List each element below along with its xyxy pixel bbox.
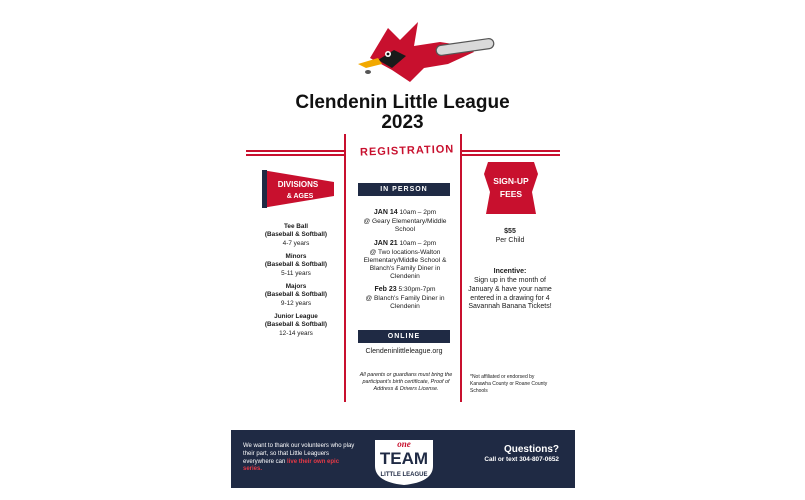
division-name: Junior League — [274, 312, 318, 320]
division-type: (Baseball & Softball) — [264, 231, 328, 239]
divider-left-2 — [246, 154, 344, 156]
volunteer-thanks — [243, 443, 355, 474]
incentive-label: Incentive: — [493, 268, 527, 275]
sign-up-fees-keystone-icon — [484, 162, 538, 214]
fees-badge-text-1: SIGN-UP — [493, 176, 529, 186]
session-item — [355, 209, 455, 234]
division-type: (Baseball & Softball) — [264, 261, 328, 269]
division-item — [250, 223, 342, 248]
logo-ll-text: LITTLE LEAGUE — [380, 472, 428, 478]
questions-block — [484, 444, 559, 463]
in-person-banner: IN PERSON — [358, 183, 450, 196]
disclaimer-text: *Not affiliated or endorsed by Kanawha County or Roane County Schools — [470, 374, 548, 394]
session-item — [355, 286, 455, 311]
divider-right — [462, 150, 560, 152]
session-place: @ Geary Elementary/Middle School — [363, 217, 447, 233]
division-type: (Baseball & Softball) — [264, 291, 328, 299]
page-title: Clendenin Little League — [295, 92, 510, 113]
incentive-text: Sign up in the month of January & have your name entered in a drawing for 4 Savannah Banana Tickets! — [468, 277, 552, 311]
division-type: (Baseball & Softball) — [264, 321, 328, 329]
session-item — [355, 240, 455, 282]
division-item — [250, 253, 342, 278]
division-ages: 4-7 years — [282, 239, 310, 247]
one-team-little-league-logo — [371, 432, 437, 486]
website-link[interactable]: Clendeninlittleleague.org — [365, 348, 443, 355]
thanks-text: We want to thank our volunteers who play their part, so that Little Leaguers everywhere can — [243, 443, 355, 465]
cardinal-bat-logo — [348, 20, 498, 90]
division-ages: 9-12 years — [280, 299, 312, 307]
fee-per-child: Per Child — [495, 237, 525, 244]
session-time: 10am – 2pm — [397, 240, 437, 247]
division-item — [250, 313, 342, 338]
division-ages: 5-11 years — [281, 269, 311, 277]
session-place: @ Blanch's Family Diner in Clendenin — [365, 294, 445, 310]
session-date: Feb 23 — [374, 286, 397, 293]
column-line-left — [344, 134, 346, 402]
divider-right-2 — [462, 154, 560, 156]
division-ages: 12-14 years — [279, 329, 313, 337]
fee-amount: $55 — [504, 228, 516, 235]
divisions-badge-text-2: & AGES — [286, 193, 314, 200]
contact-phone[interactable]: Call or text 304-807-0652 — [484, 456, 559, 463]
division-name: Majors — [285, 282, 307, 290]
thanks-highlight: live their own epic series. — [243, 458, 340, 473]
document-requirements-note: All parents or guardians must bring the participant's birth certificate, Proof of Address & Drivers License. — [359, 372, 453, 392]
divider-left — [246, 150, 344, 152]
session-date: JAN 14 — [373, 209, 398, 216]
questions-heading: Questions? — [503, 444, 559, 455]
divisions-badge-text-1: DIVISIONS — [277, 180, 319, 189]
division-item — [250, 283, 342, 308]
divisions-pennant-icon — [262, 168, 334, 210]
registration-heading: REGISTRATION — [359, 143, 455, 159]
session-time: 5:30pm-7pm — [396, 286, 436, 293]
online-banner: ONLINE — [358, 330, 450, 343]
session-place: @ Two locations-Walton Elementary/Middle School & Blanch's Family Diner in Clendenin — [363, 248, 447, 281]
logo-team-text: TEAM — [379, 449, 429, 468]
division-name: Minors — [285, 252, 307, 260]
fees-badge-text-2: FEES — [499, 189, 523, 199]
column-line-right — [460, 134, 462, 402]
session-time: 10am – 2pm — [397, 209, 437, 216]
logo-one-text: one — [397, 439, 411, 449]
divisions-list — [250, 223, 342, 343]
session-date: JAN 21 — [373, 240, 398, 247]
division-name: Tee Ball — [283, 223, 309, 230]
footer-banner — [231, 430, 575, 488]
page-year: 2023 — [381, 112, 424, 133]
